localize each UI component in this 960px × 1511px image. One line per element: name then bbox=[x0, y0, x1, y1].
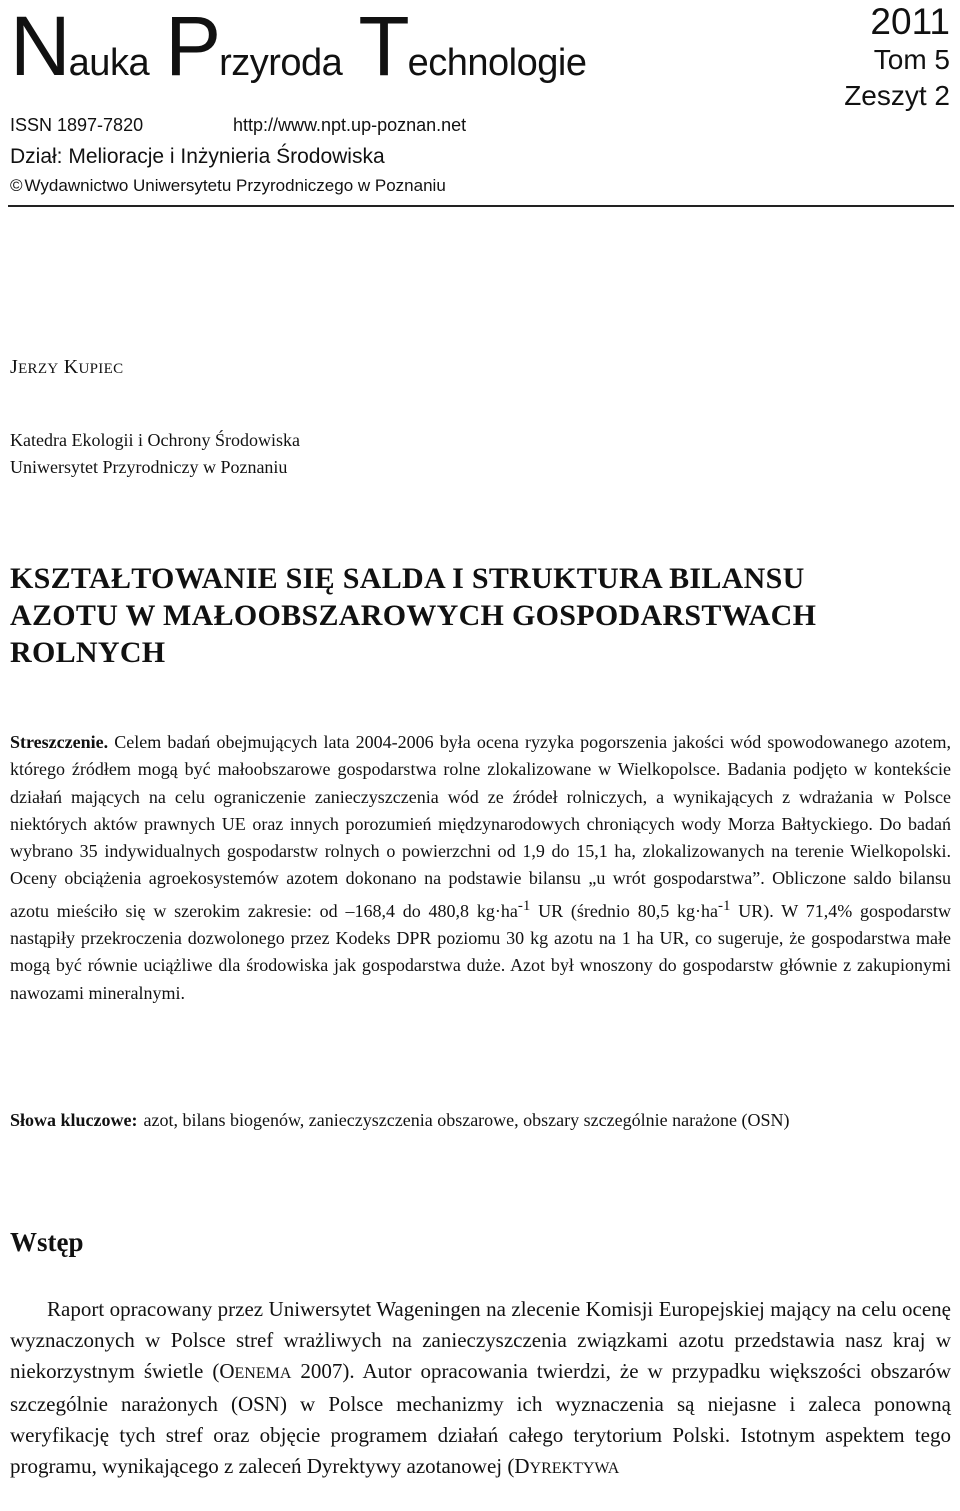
abstract-text-3: UR). W 71,4% gospodarstw nastąpiły przekroczenia dozwolonego przez Kodeks DPR poziomu 30 kg azotu na 1 ha UR, co sugeruje, że gospodarstwa małe mogą być równie uciążliwe dla środowiska jak gospodarstwa duże. Azot był wnoszony do gospodarstw głównie z zakupionymi nawozami mineralnymi. bbox=[10, 900, 951, 1003]
keywords-text: azot, bilans biogenów, zanieczyszczenia obszarowe, obszary szczególnie narażone (OSN) bbox=[143, 1110, 790, 1130]
abstract-text-1: Celem badań obejmujących lata 2004-2006 była ocena ryzyka pogorszenia jakości wód spowodowanego azotem, którego źródłem mogą być małoobszarowe gospodarstwa rolne zlokalizowane w Wielkopolsce. Badania podjęto w kontekście działań mających na celu ograniczenie zanieczyszczenia wód ze źródeł rolniczych, a wynikających z wdrażania w Polsce niektórych aktów prawnych UE oraz innych porozumień międzynarodowych chroniących wody Morza Bałtyckiego. Do badań wybrano 35 indywidualnych gospodarstw rolnych o powierzchni od 1,9 do 15,1 ha, zlokalizowanych na terenie Wielkopolski. Oceny obciążenia agroekosystemów azotem dokonano na podstawie bilansu „u wrót gospodarstwa”. Obliczone saldo bilansu azotu mieściło się w szerokim zakresie: od –168,4 do 480,8 kg·ha bbox=[10, 732, 951, 921]
header-divider bbox=[8, 205, 954, 207]
abstract-text-2: UR (średnio 80,5 kg·ha bbox=[530, 900, 718, 921]
superscript: -1 bbox=[517, 897, 531, 914]
author-name: JERZY KUPIEC bbox=[10, 356, 124, 378]
journal-header bbox=[0, 0, 960, 210]
copyright-text: Wydawnictwo Uniwersytetu Przyrodniczego w Poznaniu bbox=[24, 176, 446, 195]
paper-title: KSZTAŁTOWANIE SIĘ SALDA I STRUKTURA BILANSU AZOTU W MAŁOOBSZAROWYCH GOSPODARSTWACH ROLNYCH bbox=[10, 562, 817, 669]
issue-year: 2011 bbox=[870, 1, 950, 42]
section-heading: Wstęp bbox=[10, 1227, 84, 1257]
journal-url-link[interactable]: http://www.npt.up-poznan.net bbox=[233, 115, 467, 135]
abstract bbox=[10, 729, 951, 1007]
journal-title-word-nauka: Nauka bbox=[10, 0, 150, 93]
directive-name: DYREKTYWA bbox=[514, 1454, 620, 1478]
keywords-label: Słowa kluczowe: bbox=[10, 1110, 138, 1130]
abstract-label: Streszczenie. bbox=[10, 732, 109, 752]
citation-author: OENEMA bbox=[219, 1359, 292, 1383]
journal-title-word-przyroda: Przyroda bbox=[165, 0, 343, 93]
issue-volume: Tom 5 bbox=[873, 44, 950, 75]
journal-title-word-technologie: Technologie bbox=[358, 0, 587, 93]
copyright-icon: © bbox=[10, 176, 23, 195]
intro-text-1: Raport opracowany przez Uniwersytet Wageningen na zlecenie Komisji Europejskiej mający na celu ocenę wyznaczonych w Polsce stref wrażliwych na zanieczyszczenia związkami azotu przedstawia nasz kraj w niekorzystnym świetle ( bbox=[10, 1297, 951, 1383]
copyright-line bbox=[10, 176, 446, 196]
journal-section: Dział: Melioracje i Inżynieria Środowiska bbox=[10, 145, 385, 168]
intro-text-2: 2007). Autor opracowania twierdzi, że w przypadku większości obszarów szczególnie narażonych (OSN) w Polsce mechanizmy ich wyznaczenia są niejasne i zaleca ponowną weryfikację tych stref oraz objęcie programem działań całego terytorium Polski. Istotnym aspektem tego programu, wynikającego z zaleceń Dyrektywy azotanowej ( bbox=[10, 1359, 951, 1478]
issue-number: Zeszyt 2 bbox=[844, 80, 950, 111]
affiliation-university: Uniwersytet Przyrodniczy w Poznaniu bbox=[10, 457, 288, 477]
superscript: -1 bbox=[717, 897, 731, 914]
intro-paragraph bbox=[10, 1294, 951, 1484]
journal-title bbox=[10, 0, 602, 93]
keywords bbox=[10, 1107, 951, 1134]
issn: ISSN 1897-7820 bbox=[10, 115, 144, 135]
issue-info bbox=[844, 2, 950, 114]
affiliation-department: Katedra Ekologii i Ochrony Środowiska bbox=[10, 430, 300, 450]
